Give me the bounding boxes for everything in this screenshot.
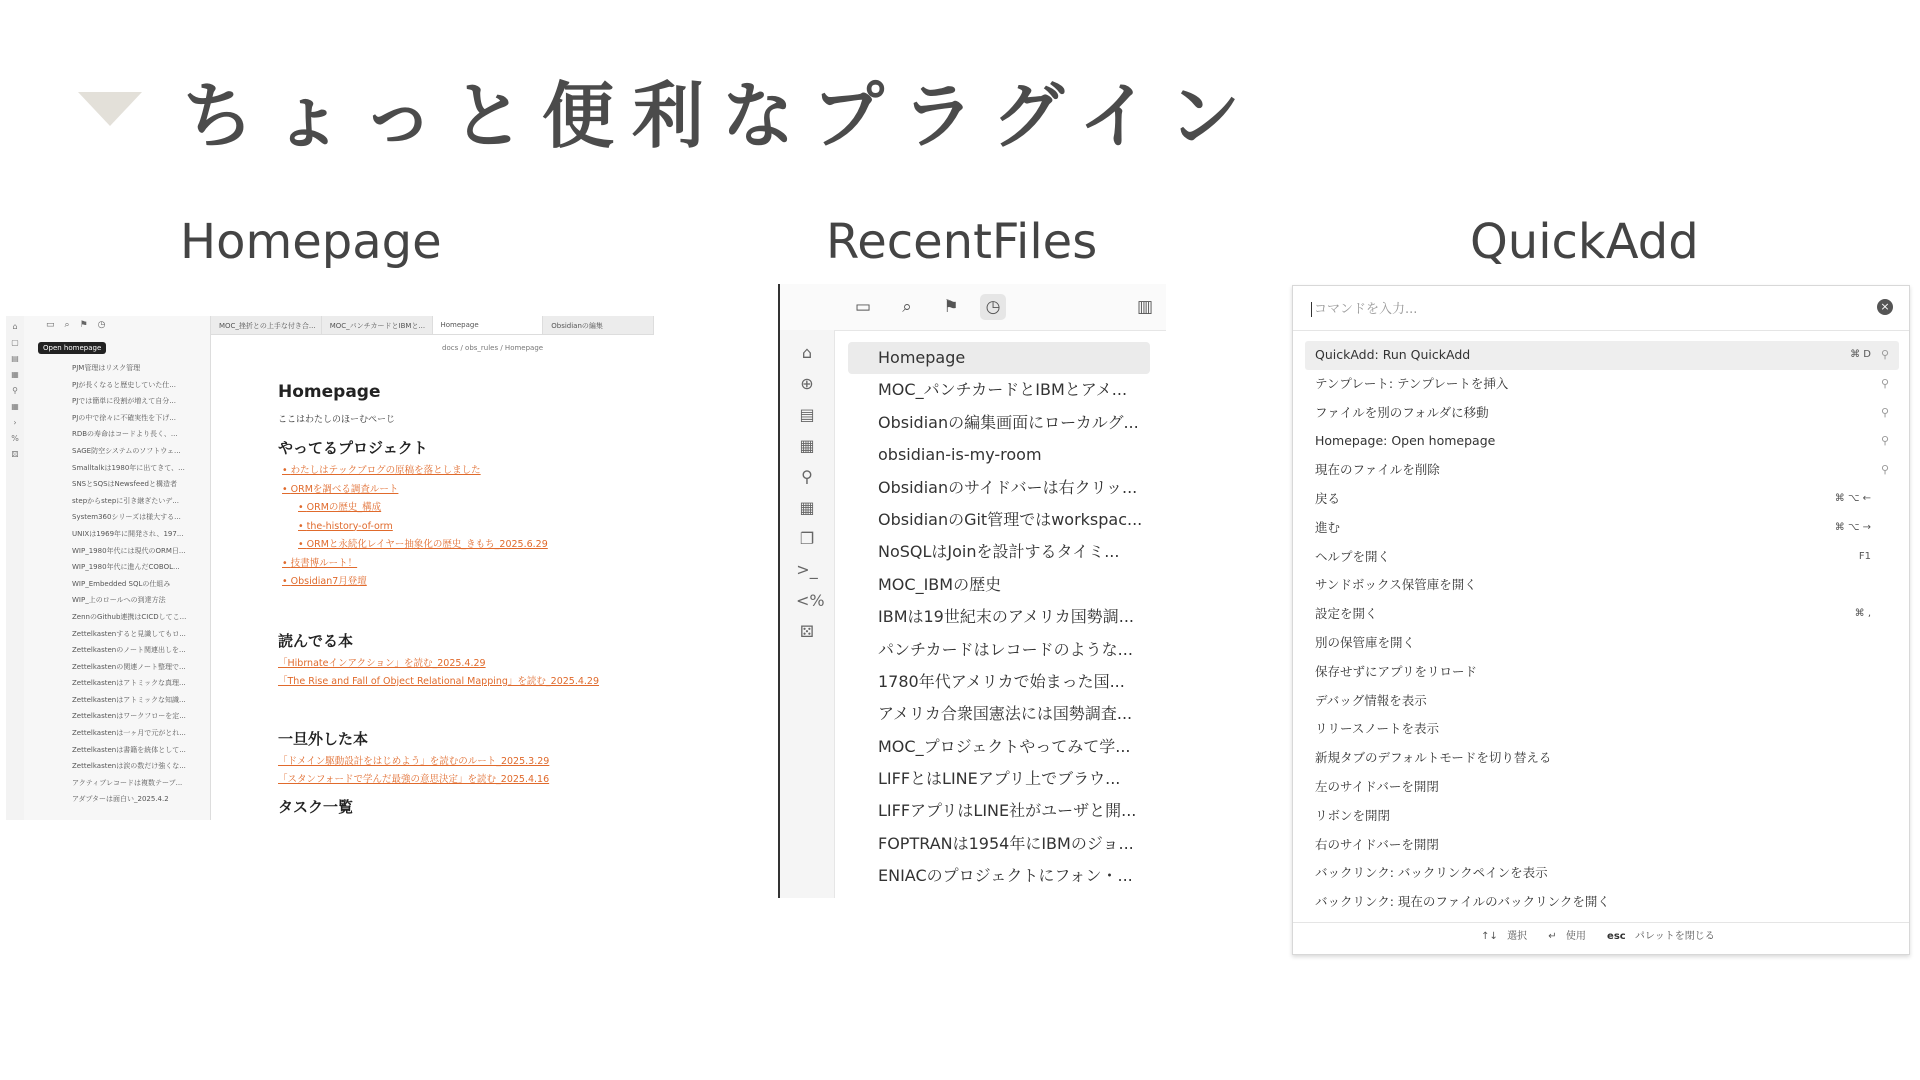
file-item[interactable]: Zettelkastenはアトミックな真理... [72, 679, 186, 688]
command-item[interactable] [1305, 859, 1899, 888]
command-label: デバッグ情報を表示 [1315, 692, 1427, 708]
file-item[interactable]: Zettelkastenのノート関連出しを... [72, 646, 186, 655]
layout-icon[interactable]: ▤ [799, 405, 815, 424]
projects-heading: やってるプロジェクト [278, 439, 428, 457]
command-item[interactable] [1305, 658, 1899, 687]
command-item[interactable] [1305, 773, 1899, 802]
divider [1293, 330, 1909, 331]
tab[interactable]: Homepage [433, 316, 544, 334]
command-item[interactable] [1305, 341, 1899, 370]
file-item[interactable]: PJM管理はリスク管理 [72, 364, 141, 372]
command-input[interactable]: コマンドを入力... [1311, 298, 1417, 317]
breadcrumb: docs / obs_rules / Homepage [442, 344, 544, 352]
select-hint: ↑↓ 選択 [1481, 931, 1528, 942]
file-item[interactable]: ZennのGithub連携はCICDしてこ... [72, 612, 187, 621]
command-label: 新規タブのデフォルトモードを切り替える [1315, 750, 1552, 766]
command-label: バックリンク: バックリンクペインを表示 [1315, 865, 1548, 881]
new-note-icon[interactable]: ⊕ [800, 374, 814, 393]
command-label: ファイルを別のフォルダに移動 [1315, 404, 1489, 420]
random-icon[interactable]: ⚄ [11, 450, 19, 459]
command-item[interactable] [1305, 600, 1899, 629]
recent-file-item[interactable]: obsidian-is-my-room [878, 445, 1042, 465]
command-item[interactable] [1305, 802, 1899, 831]
clear-icon[interactable]: × [1877, 299, 1893, 315]
collapse-triangle-icon [78, 92, 142, 126]
note-subtitle: ここはわたしのほーむぺーじ [278, 415, 396, 425]
file-item[interactable]: WIP_上のロールへの到達方法 [72, 596, 166, 605]
command-item[interactable] [1305, 571, 1899, 600]
tooltip: Open homepage [38, 342, 106, 354]
layout-icon[interactable]: ▤ [11, 354, 19, 363]
recent-file-item[interactable]: LIFFとはLINEアプリ上でブラウ... [878, 769, 1121, 789]
command-label: 進む [1315, 519, 1341, 535]
project-link[interactable]: • ORMの歴史_構成 [278, 499, 648, 518]
recent-file-item[interactable]: MOC_プロジェクトやってみて学... [878, 736, 1131, 756]
project-link[interactable]: • わたしはテックブログの原稿を落としました [278, 462, 648, 481]
calendar-icon[interactable]: ▦ [11, 402, 19, 411]
paused-link[interactable]: 「ドメイン駆動設計をはじめよう」を読むのルート_2025.3.29 [278, 755, 550, 767]
clock-icon[interactable]: ◷ [97, 320, 106, 330]
reading-link[interactable]: 「Hibrnateインアクション」を読む_2025.4.29 [278, 657, 486, 669]
ribbon [780, 330, 835, 898]
search-icon[interactable]: ⌕ [64, 320, 70, 330]
file-item[interactable]: Smalltalkは1980年に出てきて、... [72, 463, 185, 472]
command-label: リボンを開閉 [1315, 807, 1391, 823]
bookmark-icon[interactable]: ⚑ [79, 320, 88, 330]
graph-icon[interactable]: ⚲ [12, 386, 18, 395]
recent-file-item[interactable]: FOPTRANは1954年にIBMのジョ... [878, 833, 1134, 853]
command-label: ヘルプを開く [1315, 548, 1391, 564]
calendar-icon[interactable]: ▦ [799, 498, 815, 517]
random-icon[interactable]: ⚄ [800, 622, 814, 641]
command-item[interactable] [1305, 399, 1899, 428]
hotkey-label: F1 [1858, 550, 1871, 562]
file-item[interactable]: WIP_1980年代には現代のORM日... [72, 546, 186, 555]
clock-icon[interactable]: ◷ [980, 294, 1006, 320]
command-item[interactable] [1305, 456, 1899, 485]
homepage-screenshot [6, 316, 654, 820]
command-item[interactable] [1305, 831, 1899, 860]
hotkey-label: ⌘ , [1854, 608, 1871, 620]
file-item[interactable]: PJの中で徐々に不確実性を下げ... [72, 413, 176, 422]
home-icon[interactable]: ⌂ [12, 322, 18, 331]
file-item[interactable]: Zettelkastenの関連ノート整理で... [72, 662, 186, 671]
list-fade [1293, 914, 1909, 922]
file-item[interactable]: SNSとSQSはNewsfeedと構造者 [72, 480, 177, 489]
tab[interactable]: MOC_パンチカードとIBMと... [322, 316, 433, 334]
tasks-heading: タスク一覧 [278, 797, 354, 816]
file-item[interactable]: RDBの寿命はコードより長く、... [72, 430, 178, 439]
command-item[interactable] [1305, 514, 1899, 543]
ribbon [6, 316, 25, 820]
recent-file-item[interactable]: ENIACのプロジェクトにフォン・... [878, 866, 1133, 886]
command-item[interactable] [1305, 888, 1899, 917]
file-item[interactable]: アダプターは面白い_2025.4.2 [72, 795, 169, 804]
hotkey-label: ⌘ ⌥ → [1834, 521, 1871, 533]
recent-file-item[interactable]: LIFFアプリはLINE社がユーザと開... [878, 801, 1137, 821]
file-item[interactable]: UNIXは1969年に開発され、197... [72, 529, 184, 538]
new-note-icon[interactable]: ▢ [11, 338, 19, 347]
project-link[interactable]: • 技書博ルート！ [278, 555, 648, 574]
project-link[interactable]: • Obsidian7月登壇 [278, 573, 648, 592]
project-link[interactable]: • ORMと永続化レイヤー抽象化の歴史_きもち_2025.6.29 [278, 536, 648, 555]
tab-bar [211, 316, 654, 335]
recent-file-item[interactable]: 1780年代アメリカで始まった国... [878, 671, 1125, 691]
file-item[interactable]: SAGE防空システムのソフトウェ... [72, 446, 181, 455]
file-item[interactable]: stepからstepに引き継ぎたいデ... [72, 496, 179, 505]
template-icon[interactable]: <% [796, 591, 825, 610]
bookmark-icon[interactable]: ⚑ [943, 297, 959, 317]
dashboard-icon[interactable]: ▦ [11, 370, 19, 379]
command-label: 左のサイドバーを開閉 [1315, 778, 1439, 794]
recentfiles-label: RecentFiles [826, 214, 1098, 270]
terminal-icon[interactable]: >_ [796, 560, 818, 579]
file-item[interactable]: Zettelkastenはアトミックな知識... [72, 695, 186, 704]
file-item[interactable]: Zettelkastenは涙の数だけ強くな... [72, 762, 186, 771]
file-item[interactable]: System360シリーズは様大する... [72, 513, 181, 522]
recent-file-item[interactable]: パンチカードはレコードのような... [878, 639, 1133, 659]
command-item[interactable] [1305, 744, 1899, 773]
recent-file-item[interactable]: Obsidianの編集画面にローカルグ... [878, 412, 1139, 432]
file-item[interactable]: PJでは簡単に役割が増えて自分... [72, 397, 176, 406]
file-item[interactable]: Zettelkastenは一ヶ月で元がとれ... [72, 729, 186, 738]
pin-icon[interactable]: ⚲ [1880, 434, 1889, 448]
hotkey-label: ⌘ ⌥ ← [1834, 492, 1871, 504]
project-link[interactable]: • the-history-of-orm [278, 518, 648, 537]
sidebar-toggle-icon[interactable]: ▥ [1136, 297, 1154, 317]
file-item[interactable]: WIP_1980年代に進んだCOBOL... [72, 563, 180, 572]
note-content [278, 382, 648, 820]
file-item[interactable]: アクティブレコードは複数テーブ... [72, 778, 183, 787]
command-item[interactable] [1305, 543, 1899, 572]
graph-icon[interactable]: ⚲ [801, 467, 813, 486]
pin-icon[interactable]: ⚲ [1880, 376, 1889, 390]
command-item[interactable] [1305, 715, 1899, 744]
file-item[interactable]: Zettelkastenはワークフローを定... [72, 712, 186, 721]
command-label: テンプレート: テンプレートを挿入 [1315, 375, 1509, 391]
paused-heading: 一旦外した本 [278, 729, 369, 748]
folder-icon[interactable]: ▭ [854, 297, 872, 317]
explorer-toolbar [24, 316, 210, 334]
paused-link[interactable]: 「スタンフォードで学んだ最強の意思決定」を読む_2025.4.16 [278, 774, 550, 785]
recent-file-item[interactable]: MOC_IBMの歴史 [878, 574, 1002, 594]
page-title: ちょっと便利なプラグイン [182, 74, 1259, 158]
recent-file-item[interactable]: Obsidianのサイドバーは右クリッ... [878, 477, 1138, 497]
command-item[interactable] [1305, 427, 1899, 456]
command-label: 別の保管庫を開く [1315, 634, 1416, 650]
pin-icon[interactable]: ⚲ [1880, 463, 1889, 477]
command-item[interactable] [1305, 485, 1899, 514]
copy-icon[interactable]: ❐ [799, 529, 815, 548]
recent-files-list [848, 342, 1150, 893]
command-label: 保存せずにアプリをリロード [1315, 663, 1478, 679]
command-label: Homepage: Open homepage [1315, 433, 1496, 449]
close-hint: esc パレットを閉じる [1607, 931, 1715, 942]
command-label: サンドボックス保管庫を開く [1315, 577, 1477, 593]
template-icon[interactable]: % [11, 434, 19, 443]
command-item[interactable] [1305, 370, 1899, 399]
command-list [1305, 341, 1899, 917]
command-label: 戻る [1315, 490, 1341, 506]
command-item[interactable] [1305, 629, 1899, 658]
file-list [72, 360, 208, 808]
file-item[interactable]: Zettelkastenは書籍を統体として... [72, 745, 186, 754]
command-label: QuickAdd: Run QuickAdd [1315, 347, 1471, 362]
search-icon[interactable]: ⌕ [902, 297, 912, 317]
tab[interactable]: MOC_挫折との上手な付き合... [211, 316, 322, 334]
recent-file-item[interactable]: NoSQLはJoinを設計するタイミ... [878, 542, 1120, 562]
home-icon[interactable]: ⌂ [801, 343, 813, 362]
folder-icon[interactable]: ▭ [46, 320, 55, 330]
dashboard-icon[interactable]: ▦ [799, 436, 815, 455]
homepage-label: Homepage [180, 214, 442, 270]
palette-footer [1293, 922, 1909, 955]
sidebar-toolbar [780, 284, 1166, 331]
recentfiles-screenshot [778, 284, 1166, 898]
command-label: バックリンク: 現在のファイルのバックリンクを開く [1315, 894, 1610, 910]
recent-file-item[interactable]: MOC_パンチカードとIBMとアメ... [878, 380, 1128, 400]
reading-link[interactable]: 「The Rise and Fall of Object Relational Mapping」を読む_2025.4.29 [278, 676, 600, 687]
command-palette [1292, 285, 1910, 955]
pin-icon[interactable]: ⚲ [1880, 348, 1889, 361]
command-label: 現在のファイルを削除 [1315, 462, 1440, 478]
recent-file-item[interactable]: アメリカ合衆国憲法には国勢調査... [878, 704, 1133, 724]
file-item[interactable]: Zettelkastenすると見識してもロ... [72, 629, 186, 638]
terminal-icon[interactable]: › [13, 418, 17, 427]
quickadd-label: QuickAdd [1470, 214, 1699, 270]
hotkey-label: ⌘ D [1850, 349, 1871, 360]
command-label: 設定を開く [1315, 606, 1378, 622]
recent-file-item[interactable]: Homepage [848, 342, 1150, 374]
file-explorer [24, 316, 211, 820]
recent-file-item[interactable]: ObsidianのGit管理ではworkspac... [878, 509, 1143, 529]
tab[interactable]: Obsidianの編集 [543, 316, 654, 334]
use-hint: ↵ 使用 [1548, 931, 1586, 942]
command-item[interactable] [1305, 687, 1899, 716]
command-label: リリースノートを表示 [1315, 721, 1440, 737]
file-item[interactable]: WIP_Embedded SQLの仕組み [72, 579, 171, 588]
file-item[interactable]: PJが長くなると歴史していた仕... [72, 380, 176, 389]
recent-file-item[interactable]: IBMは19世紀末のアメリカ国勢調... [878, 607, 1134, 627]
note-title: Homepage [278, 382, 381, 402]
project-link[interactable]: • ORMを調べる調査ルート [278, 481, 648, 500]
pin-icon[interactable]: ⚲ [1880, 405, 1889, 419]
command-label: 右のサイドバーを開閉 [1315, 836, 1439, 852]
reading-heading: 読んでる本 [278, 631, 354, 650]
